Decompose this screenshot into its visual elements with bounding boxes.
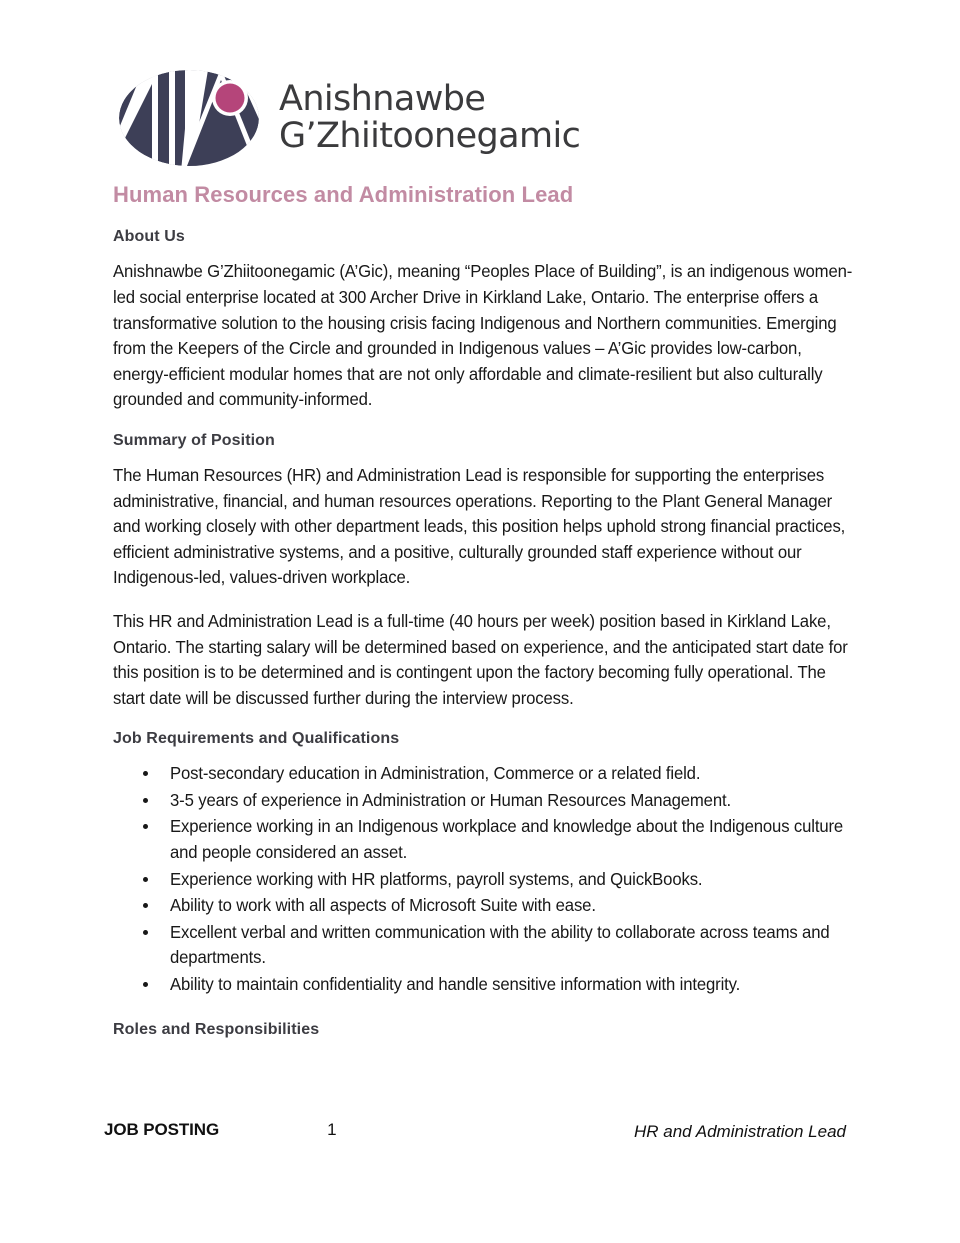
footer-position-title: HR and Administration Lead — [634, 1122, 846, 1141]
list-item-label: Ability to work with all aspects of Microsoft Suite with ease. — [170, 895, 596, 916]
list-item-label: Experience working with HR platforms, payroll systems, and QuickBooks. — [170, 868, 703, 889]
job-requirements-list — [113, 761, 853, 997]
bullet-dot-icon — [143, 824, 148, 829]
bullet-dot-icon — [143, 903, 148, 908]
wordmark-line-1: Anishnawbe — [279, 78, 486, 119]
brand-wordmark — [279, 78, 581, 156]
page-title: Human Resources and Administration Lead — [113, 182, 574, 207]
list-item — [113, 972, 853, 998]
list-item-label: Experience working in an Indigenous workplace and knowledge about the Indigenous culture and people considered an asset. — [170, 816, 844, 863]
bullet-dot-icon — [143, 771, 148, 776]
page-footer — [104, 1120, 846, 1144]
list-item — [113, 788, 853, 814]
bullet-dot-icon — [143, 982, 148, 987]
letterhead-logo — [113, 68, 580, 168]
paragraph-summary-1: The Human Resources (HR) and Administration Lead is responsible for supporting the enterprises administrative, financial, and human resources operations. Reporting to the Plant General Manager and working closely with other department leads, this position helps uphold strong financial practices, efficient administrative systems, and a positive, culturally grounded staff experience without our Indigenous-led, values-driven workplace. — [113, 464, 846, 588]
list-item — [113, 761, 853, 787]
anishnawbe-gzhiitoonegamic-logo-icon — [113, 68, 265, 168]
bullet-dot-icon — [143, 877, 148, 882]
list-item-label: Ability to maintain confidentiality and handle sensitive information with integrity. — [170, 974, 741, 995]
footer-page-number: 1 — [327, 1120, 337, 1139]
paragraph-summary-2: This HR and Administration Lead is a full-time (40 hours per week) position based in Kirkland Lake, Ontario. The starting salary will be determined based on experience, and the anticipated start date for this position is to be determined and is contingent upon the factory becoming fully operational. The start date will be discussed further during the interview process. — [113, 610, 848, 708]
bullet-dot-icon — [143, 798, 148, 803]
list-item — [113, 814, 853, 865]
wordmark-line-2: G’Zhiitoonegamic — [279, 116, 581, 156]
section-heading-about-us: About Us — [113, 228, 185, 246]
paragraph-about-us: Anishnawbe G’Zhiitoonegamic (A’Gic), meaning “Peoples Place of Building”, is an indigenous women-led social enterprise located at 300 Archer Drive in Kirkland Lake, Ontario. The enterprise offers a transformative solution to the housing crisis facing Indigenous and Northern communities. Emerging from the Keepers of the Circle and grounded in Indigenous values – A’Gic provides low-carbon, energy-efficient modular homes that are not only affordable and climate-resilient but also culturally grounded and community-informed. — [113, 261, 853, 410]
section-heading-summary-of-position: Summary of Position — [113, 431, 275, 449]
section-heading-job-requirements: Job Requirements and Qualifications — [113, 730, 400, 748]
footer-document-type: JOB POSTING — [104, 1120, 220, 1139]
list-item — [113, 867, 853, 893]
list-item — [113, 920, 853, 971]
list-item — [113, 893, 853, 919]
document-body — [113, 182, 853, 1052]
list-item-label: 3-5 years of experience in Administration or Human Resources Management. — [170, 789, 731, 810]
bullet-dot-icon — [143, 930, 148, 935]
list-item-label: Excellent verbal and written communication with the ability to collaborate across teams and departments. — [170, 921, 830, 968]
list-item-label: Post-secondary education in Administration, Commerce or a related field. — [170, 763, 701, 784]
section-heading-roles-and-responsibilities: Roles and Responsibilities — [113, 1020, 320, 1038]
